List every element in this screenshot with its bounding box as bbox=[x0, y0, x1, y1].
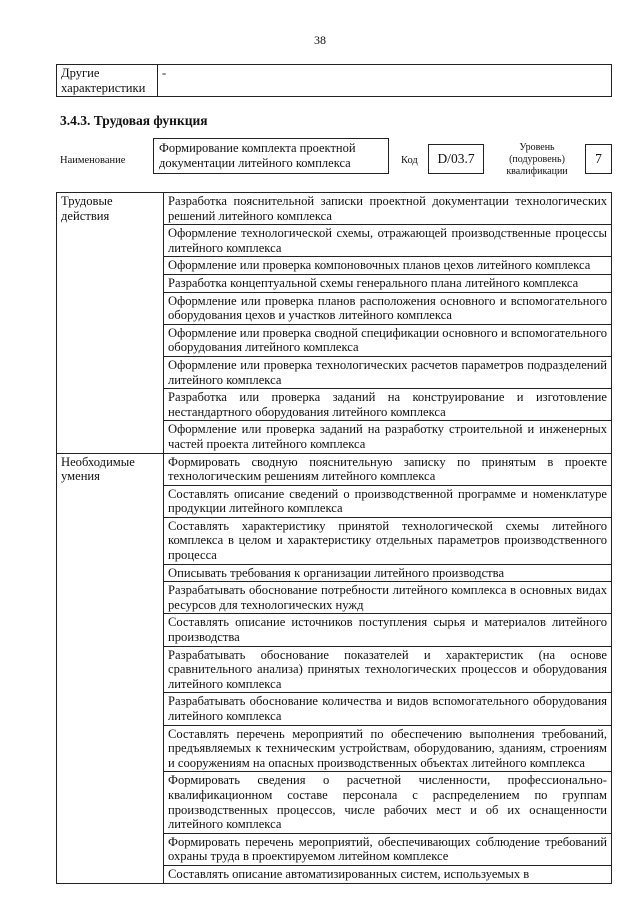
table-row bbox=[57, 193, 612, 225]
required-skills-item: Разрабатывать обоснование потребности литейного комплекса в основных видах ресурсов для технологических нужд bbox=[164, 582, 612, 614]
required-skills-item: Составлять описание сведений о производственной программе и номенклатуре продукции литейного комплекса bbox=[164, 485, 612, 517]
required-skills-item: Составлять описание автоматизированных систем, используемых в bbox=[164, 865, 612, 883]
labor-actions-item: Оформление или проверка планов расположения основного и вспомогательного оборудования цехов и участков литейного комплекса bbox=[164, 292, 612, 324]
table-row bbox=[57, 453, 612, 485]
required-skills-item: Описывать требования к организации литейного производства bbox=[164, 564, 612, 582]
required-skills-item: Разрабатывать обоснование количества и видов вспомогательного оборудования литейного комплекса bbox=[164, 693, 612, 725]
name-label: Наименование bbox=[60, 155, 126, 166]
code-label: Код bbox=[401, 155, 418, 166]
labor-function-table bbox=[56, 192, 612, 884]
function-name: Формирование комплекта проектной документации литейного комплекса bbox=[153, 138, 389, 174]
required-skills-label: Необходимые умения bbox=[57, 453, 164, 883]
required-skills-item: Формировать перечень мероприятий, обеспечивающих соблюдение требований охраны труда в проектируемом литейном комплексе bbox=[164, 833, 612, 865]
other-characteristics-value: - bbox=[158, 65, 612, 97]
labor-actions-item: Разработка пояснительной записки проектной документации технологических решений литейного комплекса bbox=[164, 193, 612, 225]
function-code: D/03.7 bbox=[428, 144, 484, 174]
qualification-level-value: 7 bbox=[585, 144, 612, 174]
labor-actions-item: Оформление или проверка технологических расчетов параметров подразделений литейного комплекса bbox=[164, 356, 612, 388]
qualification-level-label: Уровень (подуровень) квалификации bbox=[506, 142, 568, 177]
labor-actions-item: Оформление или проверка сводной спецификации основного и вспомогательного оборудования литейного комплекса bbox=[164, 324, 612, 356]
required-skills-item: Формировать сводную пояснительную записку по принятым в проекте технологическим решениям литейного комплекса bbox=[164, 453, 612, 485]
page-number: 38 bbox=[314, 33, 326, 47]
labor-actions-item: Оформление технологической схемы, отражающей производственные процессы литейного комплекса bbox=[164, 225, 612, 257]
required-skills-item: Составлять описание источников поступления сырья и материалов литейного производства bbox=[164, 614, 612, 646]
labor-actions-item: Оформление или проверка заданий на разработку строительной и инженерных частей проекта литейного комплекса bbox=[164, 421, 612, 453]
other-characteristics-label: Другие характеристики bbox=[57, 65, 158, 97]
labor-actions-item: Разработка или проверка заданий на конструирование и изготовление нестандартного оборудования литейного комплекса bbox=[164, 389, 612, 421]
other-characteristics-table bbox=[56, 64, 612, 97]
table-row bbox=[57, 65, 612, 97]
required-skills-item: Составлять характеристику принятой технологической схемы литейного комплекса в целом и характеристику отдельных параметров производственного процесса bbox=[164, 517, 612, 564]
labor-actions-item: Разработка концептуальной схемы генерального плана литейного комплекса bbox=[164, 274, 612, 292]
labor-actions-label: Трудовые действия bbox=[57, 193, 164, 454]
required-skills-item: Формировать сведения о расчетной численности, профессионально-квалификационном составе персонала с распределением по группам производственных процессов, числе рабочих мест и об их оснащенности литейного комплекса bbox=[164, 772, 612, 833]
section-title: 3.4.3. Трудовая функция bbox=[60, 113, 208, 128]
labor-actions-item: Оформление или проверка компоновочных планов цехов литейного комплекса bbox=[164, 257, 612, 275]
required-skills-item: Составлять перечень мероприятий по обеспечению выполнения требований, предъявляемых к техническим устройствам, оборудованию, зданиям, строениям и сооружениям на опасных производственных объектах литейного комплекса bbox=[164, 725, 612, 772]
required-skills-item: Разрабатывать обоснование показателей и характеристик (на основе сравнительного анализа) принятых технологических процессов и оборудования литейного комплекса bbox=[164, 646, 612, 693]
